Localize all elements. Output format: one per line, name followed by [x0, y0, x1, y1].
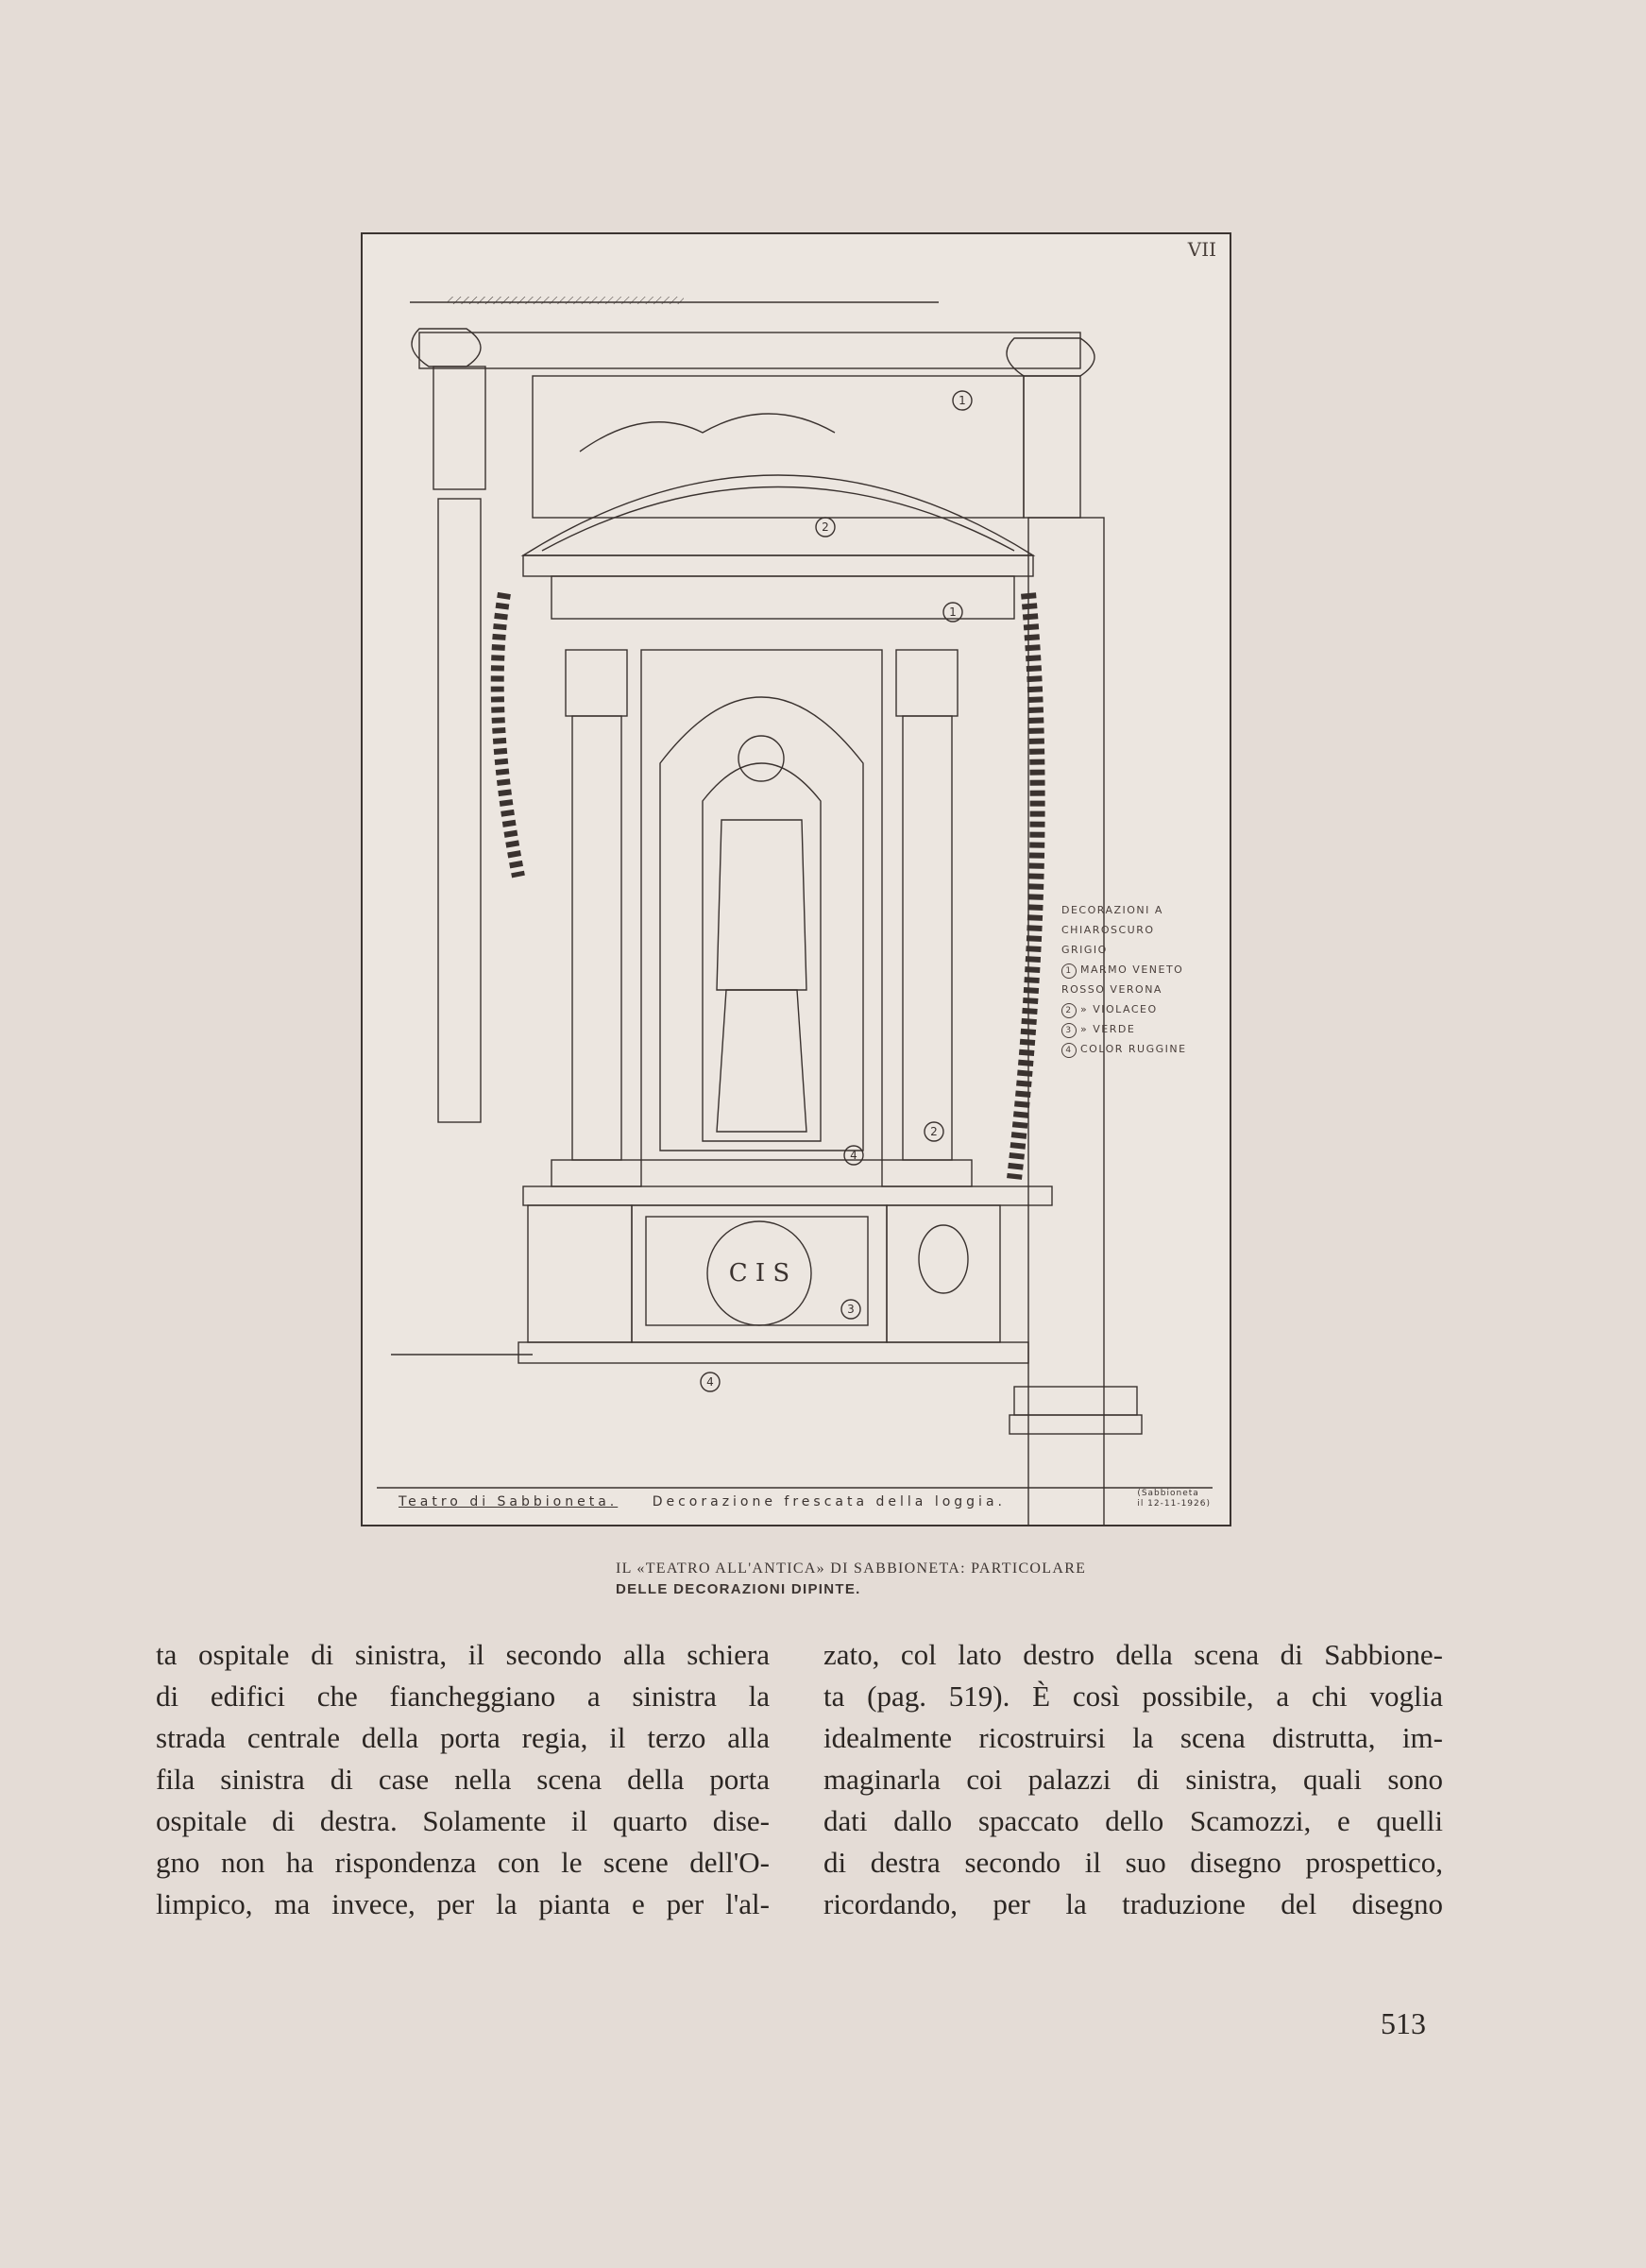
cornice [523, 555, 1033, 576]
arch-inner [542, 487, 1014, 552]
text-line: strada centrale della porta regia, il terzo alla [156, 1721, 770, 1754]
statue-armor [717, 820, 806, 990]
left-inner-base [551, 1160, 641, 1186]
left-text-column [156, 1634, 770, 1925]
right-garland [1014, 593, 1038, 1179]
plate-caption-date: (Sabbioneta il 12-11-1926) [1137, 1489, 1211, 1509]
text-line: ta ospitale di sinistra, il secondo alla schiera [156, 1638, 770, 1671]
left-capital-scroll [412, 329, 481, 367]
architectural-drawing [363, 234, 1230, 1525]
legend-row: CHIAROSCURO [1061, 924, 1155, 936]
drawing-label: 4 [706, 1375, 714, 1389]
drawing-label: 4 [850, 1149, 857, 1162]
statue-head [738, 736, 784, 781]
figure-caption [616, 1559, 1220, 1600]
top-ornament [448, 297, 684, 304]
pedestal-cornice [523, 1186, 1052, 1205]
pedestal-base [518, 1342, 1028, 1363]
legend-row: ROSSO VERONA [1061, 983, 1162, 996]
legend-row: DECORAZIONI A [1061, 904, 1163, 916]
plate-caption-title: Teatro di Sabbioneta. [399, 1494, 619, 1509]
frieze [551, 576, 1014, 619]
pedestal-left [528, 1205, 632, 1342]
drawing-label: 2 [930, 1125, 938, 1138]
drawing-label: 1 [959, 394, 966, 407]
text-line: dati dallo spaccato dello Scamozzi, e quelli [823, 1804, 1443, 1837]
figure-caption-line-2: DELLE DECORAZIONI DIPINTE. [616, 1581, 861, 1597]
legend-row: 1 MARMO VENETO [1061, 960, 1227, 980]
right-inner-column [903, 716, 952, 1160]
text-line: ricordando, per la traduzione del disegno [823, 1887, 1443, 1920]
entablature [419, 333, 1080, 368]
drawing-label: 2 [822, 520, 829, 534]
plate-caption [399, 1489, 1211, 1519]
plate-caption-text: Decorazione frescata della loggia. [652, 1494, 1006, 1509]
legend-marker: 4 [1061, 1043, 1077, 1058]
text-line: limpico, ma invece, per la pianta e per l'al- [156, 1887, 770, 1920]
plate-drawing [361, 232, 1231, 1526]
text-line: ta (pag. 519). È così possibile, a chi voglia [823, 1680, 1443, 1713]
pediment-frame [533, 376, 1024, 518]
drawing-label: 1 [949, 605, 957, 619]
right-capital-scroll [1007, 338, 1095, 376]
legend-row: 4 COLOR RUGGINE [1061, 1039, 1227, 1059]
niche-frame [641, 650, 882, 1160]
figure-caption-line-1: IL «TEATRO ALL'ANTICA» DI SABBIONETA: PARTICOLARE [616, 1560, 1087, 1577]
right-inner-capital [896, 650, 958, 716]
drawing-label: 3 [847, 1303, 855, 1316]
plate-legend [1061, 900, 1227, 1059]
right-column-plinth [1010, 1415, 1142, 1434]
legend-row: 2 » VIOLACEO [1061, 999, 1227, 1019]
text-line: idealmente ricostruirsi la scena distrutta, im- [823, 1721, 1443, 1754]
text-line: zato, col lato destro della scena di Sabbione- [823, 1638, 1443, 1671]
medallion-text: C I S [728, 1259, 790, 1287]
right-text-column [823, 1634, 1443, 1925]
text-line: gno non ha rispondenza con le scene dell'O- [156, 1846, 770, 1879]
right-inner-base [882, 1160, 972, 1186]
left-inner-column [572, 716, 621, 1160]
reclining-figures [580, 414, 835, 452]
legend-row: GRIGIO [1061, 944, 1108, 956]
text-line: di edifici che fiancheggiano a sinistra la [156, 1680, 770, 1713]
plate-number: VII [1187, 238, 1216, 261]
text-line: di destra secondo il suo disegno prospettico, [823, 1846, 1443, 1879]
legend-marker: 3 [1061, 1023, 1077, 1038]
legend-row: 3 » VERDE [1061, 1019, 1227, 1039]
niche-arch [660, 697, 863, 1151]
legend-marker: 1 [1061, 963, 1077, 979]
left-capital [433, 367, 485, 489]
legend-marker: 2 [1061, 1003, 1077, 1018]
pedestal-right [887, 1205, 1000, 1342]
text-line: fila sinistra di case nella scena della porta [156, 1763, 770, 1796]
right-capital [1024, 376, 1080, 518]
right-column-base [1014, 1387, 1137, 1415]
text-line: ospitale di destra. Solamente il quarto dise- [156, 1804, 770, 1837]
page-number: 513 [1381, 2006, 1426, 2040]
text-line: maginarla coi palazzi di sinistra, quali sono [823, 1763, 1443, 1796]
statue-robe [717, 990, 806, 1132]
left-inner-capital [566, 650, 627, 716]
left-wall-strip [438, 499, 481, 1122]
left-garland [498, 593, 518, 877]
mask-ornament [919, 1225, 968, 1293]
